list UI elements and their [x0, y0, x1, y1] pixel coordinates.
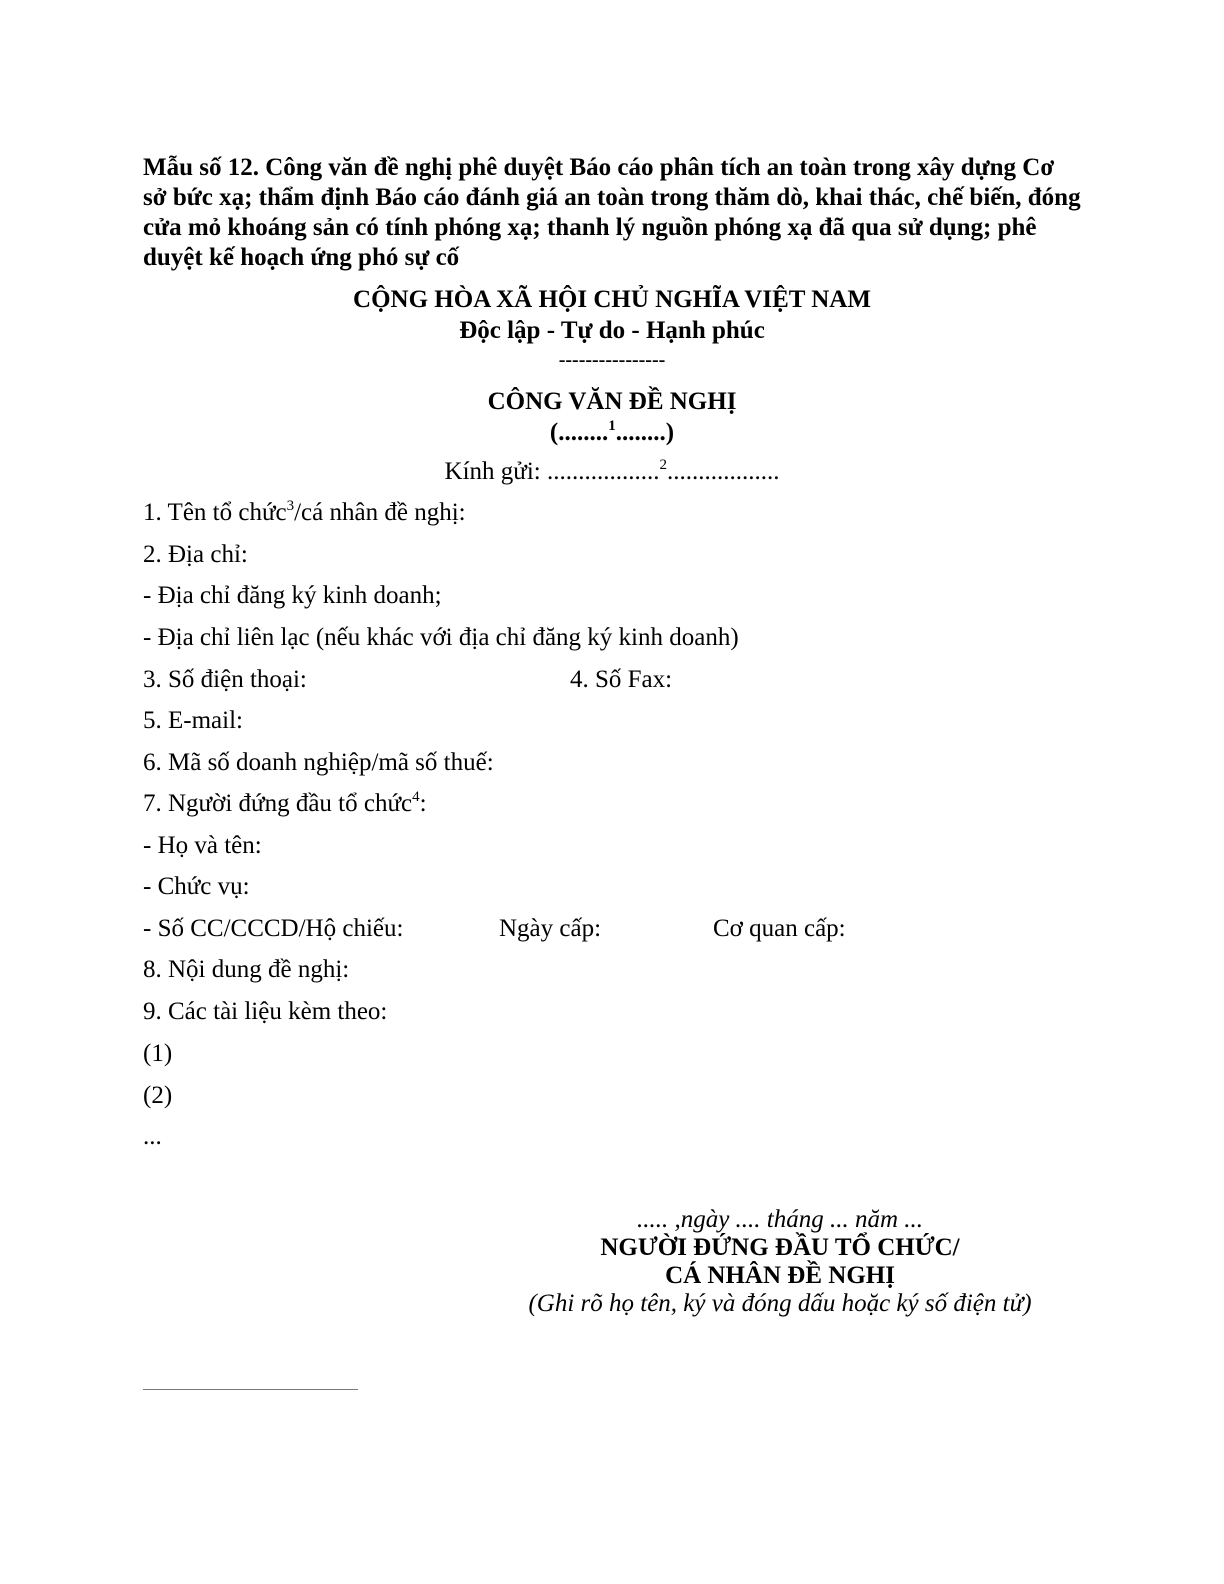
field-position: - Chức vụ:: [143, 873, 250, 900]
field-organization-suffix: /cá nhân đề nghị:: [294, 499, 466, 526]
signature-note: (Ghi rõ họ tên, ký và đóng dấu hoặc ký số điện tử): [528, 1290, 1032, 1317]
national-motto: Độc lập - Tự do - Hạnh phúc: [459, 317, 765, 344]
field-tax-code: 6. Mã số doanh nghiệp/mã số thuế:: [143, 749, 494, 776]
field-issue-date: Ngày cấp:: [499, 915, 602, 942]
field-contact-address: - Địa chỉ liên lạc (nếu khác với địa chỉ đăng ký kinh doanh): [143, 624, 739, 651]
field-email: 5. E-mail:: [143, 707, 243, 734]
field-head-suffix: :: [419, 790, 427, 817]
recipient-line: [0, 457, 1224, 487]
signature-title-line-1: NGƯỜI ĐỨNG ĐẦU TỔ CHỨC/: [600, 1234, 960, 1261]
document-number: [0, 418, 1224, 448]
field-issuing-agency: Cơ quan cấp:: [713, 915, 846, 942]
field-fax: 4. Số Fax:: [570, 666, 673, 693]
header-rule: ----------------: [558, 349, 666, 371]
field-address: 2. Địa chỉ:: [143, 541, 248, 568]
field-head-of-organization: [143, 789, 427, 819]
form-title: Mẫu số 12. Công văn đề nghị phê duyệt Báo cáo phân tích an toàn trong xây dựng Cơ sở bức xạ; thẩm định Báo cáo đánh giá an toàn trong thăm dò, khai thác, chế biến, đóng cửa mỏ khoáng sản có tính phóng xạ; thanh lý nguồn phóng xạ đã qua sử dụng; phê duyệt kế hoạch ứng phó sự cố: [143, 154, 1081, 271]
footnote-ref-4: 4: [412, 789, 420, 805]
document-number-right: ........): [615, 419, 675, 446]
document-number-left: (........: [549, 419, 609, 446]
field-organization-name: [143, 498, 466, 528]
field-head-label: 7. Người đứng đầu tổ chức: [143, 790, 413, 817]
recipient-blank: ..................: [666, 458, 780, 485]
footnote-ref-2: 2: [659, 457, 667, 473]
footnote-ref-3: 3: [286, 498, 295, 514]
footnote-ref-1: 1: [608, 418, 616, 434]
field-attachments: 9. Các tài liệu kèm theo:: [143, 998, 388, 1025]
recipient-label: Kính gửi: ..................: [444, 458, 660, 485]
field-phone: 3. Số điện thoại:: [143, 666, 307, 693]
field-request-content: 8. Nội dung đề nghị:: [143, 956, 350, 983]
attachment-more: ...: [143, 1123, 162, 1150]
field-organization-label: 1. Tên tổ chức: [143, 499, 287, 526]
document-title: CÔNG VĂN ĐỀ NGHỊ: [487, 388, 737, 415]
signature-title-line-2: CÁ NHÂN ĐỀ NGHỊ: [665, 1262, 895, 1289]
signature-date-line: ..... ,ngày .... tháng ... năm ...: [636, 1206, 924, 1233]
attachment-item-2: (2): [143, 1082, 173, 1109]
footnote-separator: [143, 1389, 358, 1390]
field-business-address: - Địa chỉ đăng ký kinh doanh;: [143, 582, 442, 609]
signature-block: [520, 1206, 1040, 1318]
country-name: CỘNG HÒA XÃ HỘI CHỦ NGHĨA VIỆT NAM: [353, 286, 871, 313]
field-full-name: - Họ và tên:: [143, 832, 262, 859]
field-id-number: - Số CC/CCCD/Hộ chiếu:: [143, 915, 404, 942]
attachment-item-1: (1): [143, 1040, 173, 1067]
